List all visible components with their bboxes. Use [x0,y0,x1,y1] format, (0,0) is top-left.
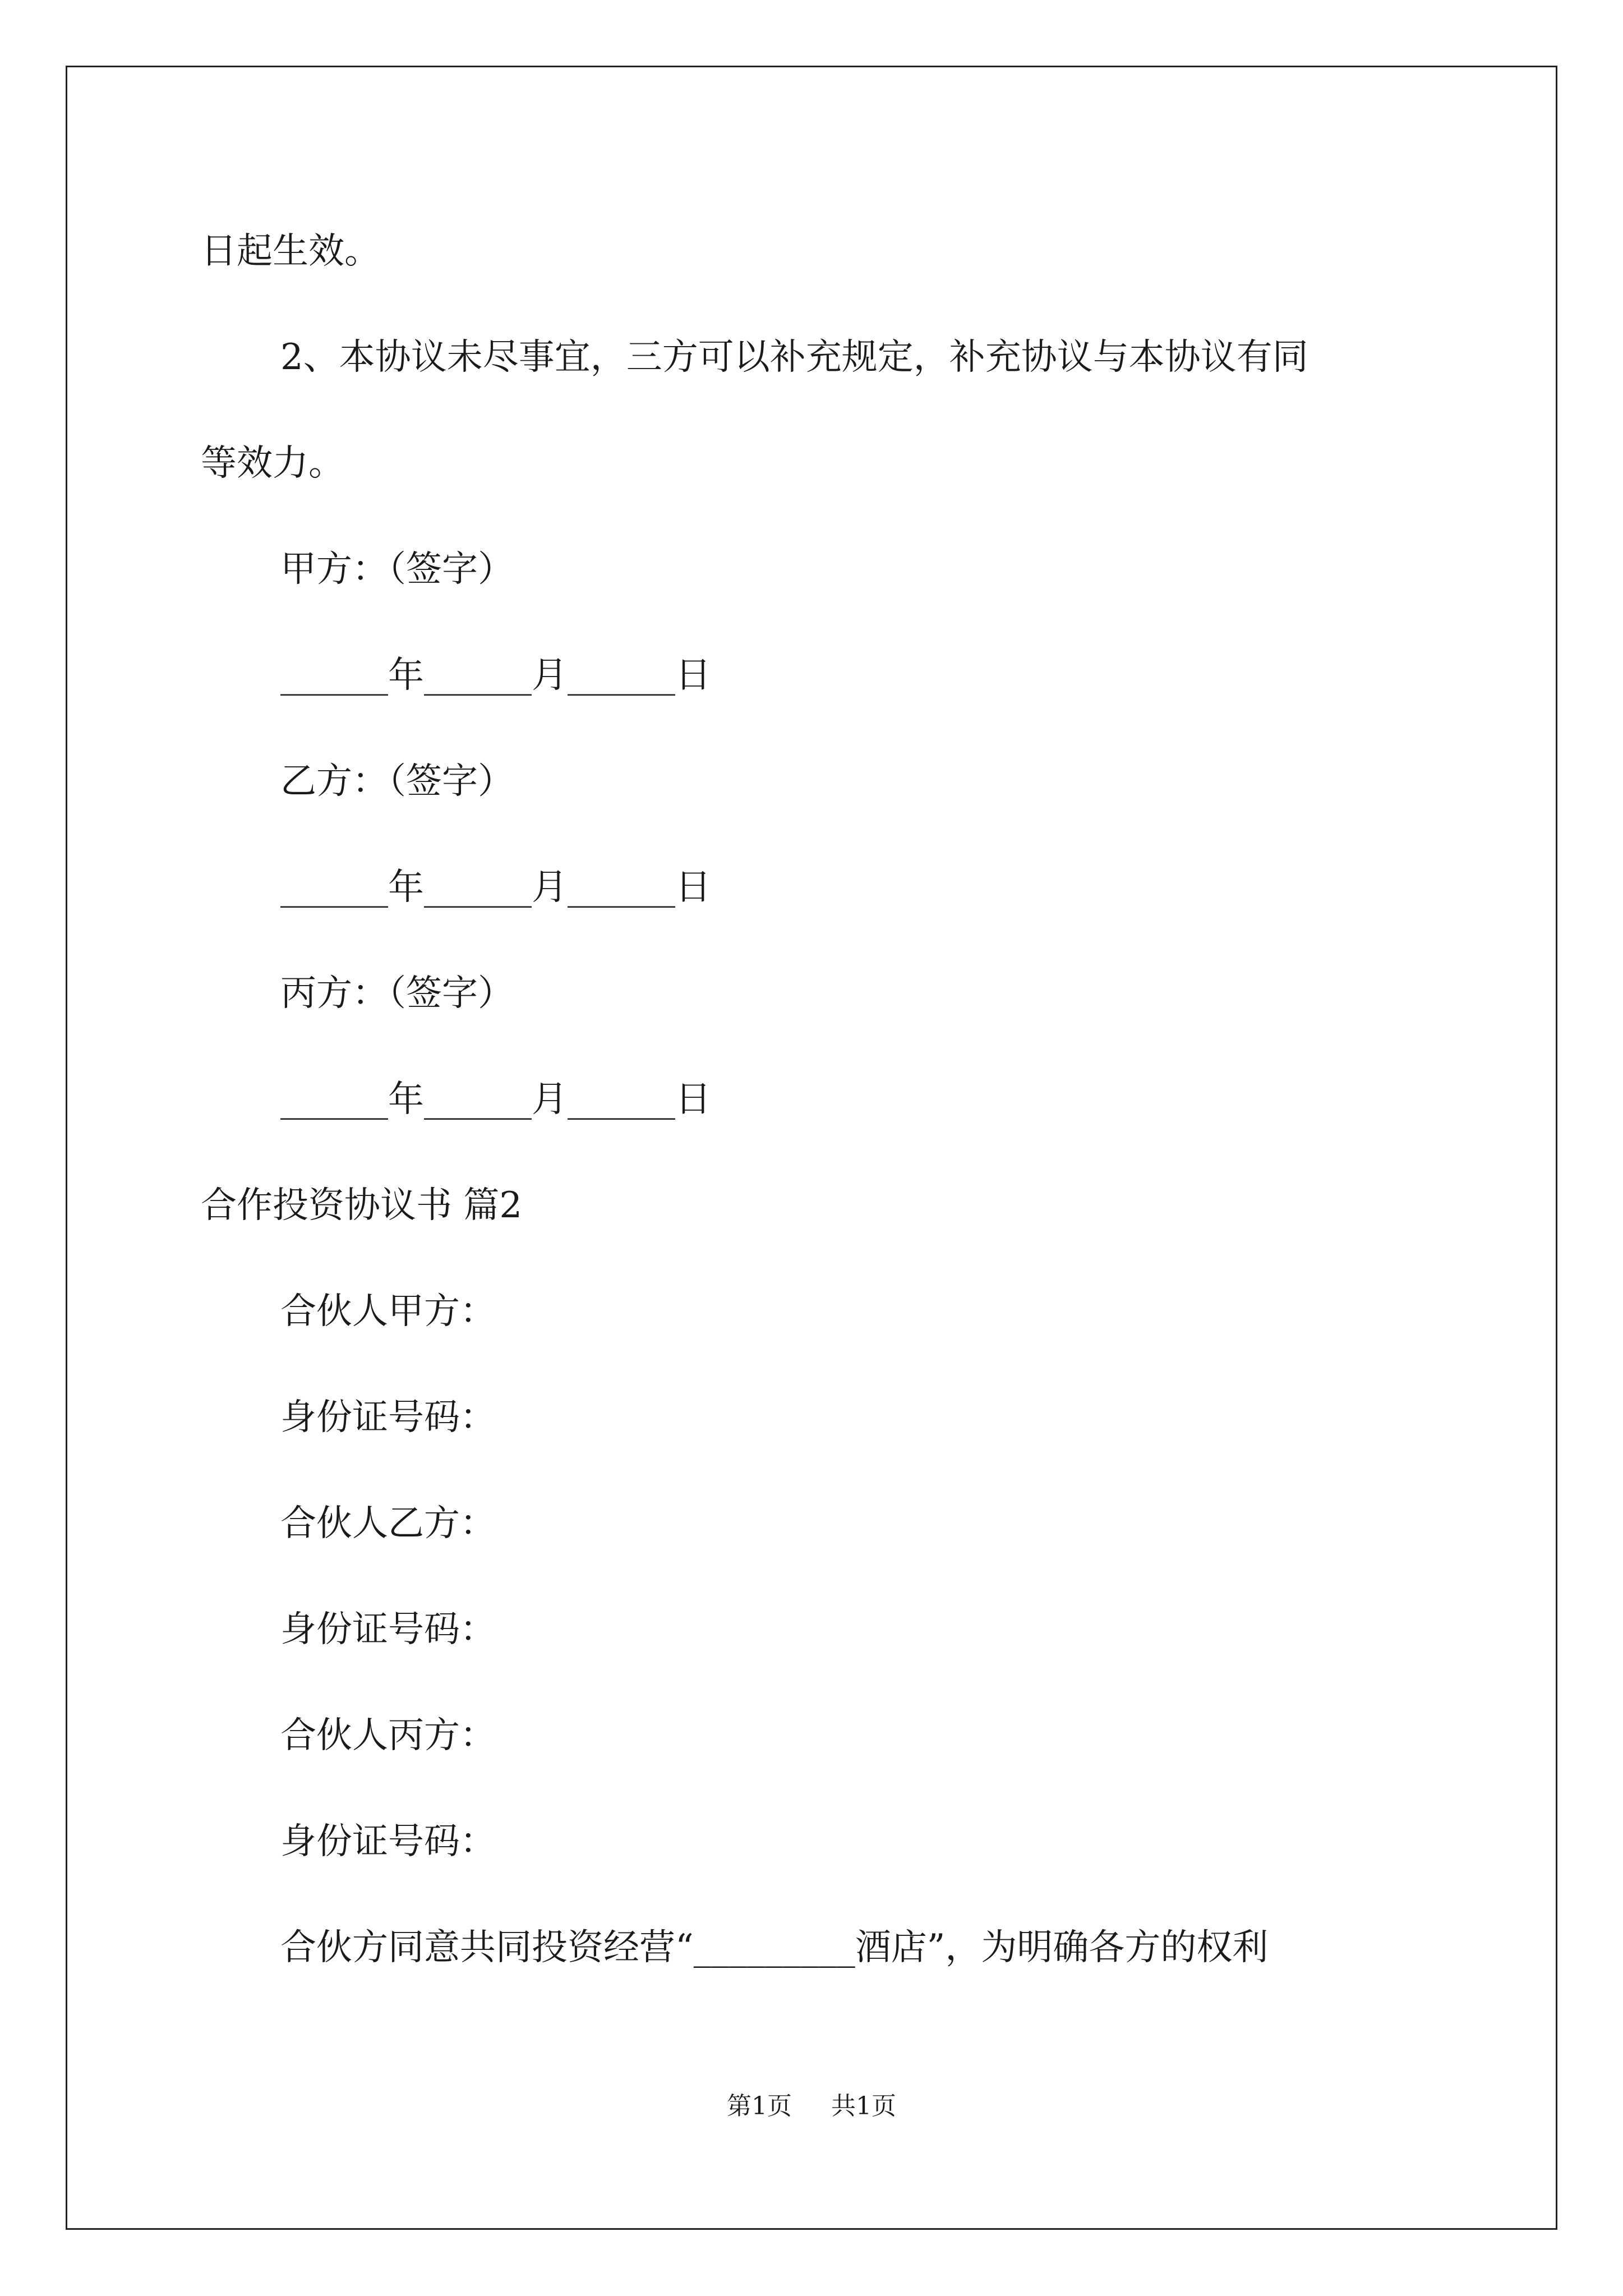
party-b-signature: 乙方：（签字） [280,761,514,802]
partner-b: 合伙人乙方： [280,1503,496,1544]
party-b-date: ______年______月______日 [280,867,711,908]
page-border [66,66,1557,2230]
party-c-date: ______年______月______日 [280,1079,711,1120]
party-a-signature: 甲方：（签字） [280,549,514,590]
page-number: 第1页 [727,2092,792,2120]
paragraph-continuation: 日起生效。 [201,231,380,272]
agreement-intro: 合伙方同意共同投资经营“_________酒店”，为明确各方的权利 [280,1927,1269,1968]
clause-2: 2、本协议未尽事宜，三方可以补充规定，补充协议与本协议有同 [280,337,1308,378]
partner-c: 合伙人丙方： [280,1715,496,1756]
clause-2-continuation: 等效力。 [201,443,344,484]
page-footer [0,2090,1623,2123]
partner-a: 合伙人甲方： [280,1291,496,1332]
section-title: 合作投资协议书 篇2 [201,1185,523,1226]
page-total: 共1页 [831,2092,896,2120]
partner-a-id: 身份证号码： [280,1397,496,1438]
party-c-signature: 丙方：（签字） [280,973,514,1014]
party-a-date: ______年______月______日 [280,655,711,696]
partner-c-id: 身份证号码： [280,1821,496,1862]
partner-b-id: 身份证号码： [280,1609,496,1650]
